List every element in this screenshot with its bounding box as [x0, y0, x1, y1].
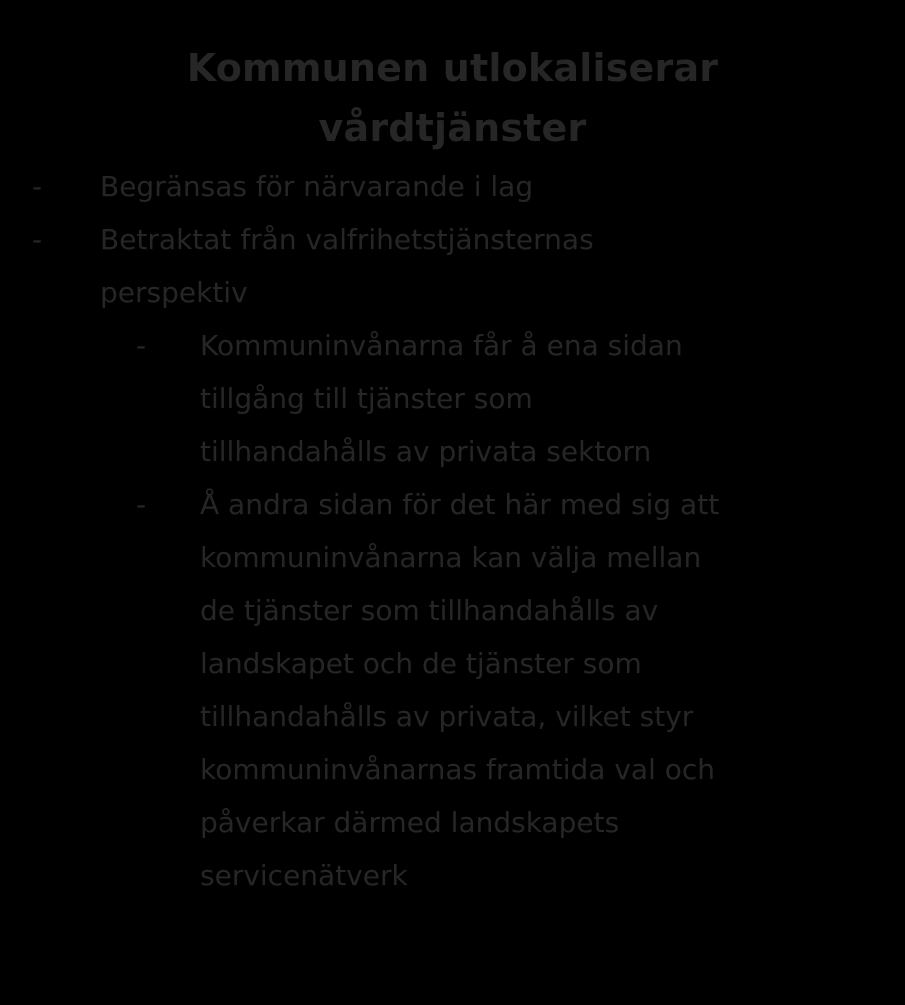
bullet-marker: - — [136, 488, 147, 521]
sub-bullet-item-1 — [32, 319, 892, 478]
bullet-text: Betraktat från valfrihetstjänsternas — [100, 223, 594, 256]
bullet-text: kommuninvånarnas framtida val och — [200, 753, 716, 786]
bullet-list — [32, 160, 892, 902]
bullet-marker: - — [136, 329, 147, 362]
bullet-text: tillhandahålls av privata sektorn — [200, 435, 652, 468]
bullet-text: perspektiv — [100, 276, 248, 309]
bullet-text: tillgång till tjänster som — [200, 382, 533, 415]
bullet-text: Å andra sidan för det här med sig att — [200, 488, 720, 521]
bullet-item-1 — [32, 160, 892, 213]
bullet-text: servicenätverk — [200, 859, 408, 892]
bullet-item-2 — [32, 213, 892, 319]
slide-title — [0, 38, 905, 158]
bullet-text: landskapet och de tjänster som — [200, 647, 642, 680]
bullet-text: påverkar därmed landskapets — [200, 806, 620, 839]
bullet-marker: - — [32, 223, 43, 256]
slide-title-line-1: Kommunen utlokaliserar — [186, 46, 719, 90]
bullet-text: kommuninvånarna kan välja mellan — [200, 541, 702, 574]
slide-title-line-2: vårdtjänster — [318, 106, 587, 150]
bullet-text: de tjänster som tillhandahålls av — [200, 594, 659, 627]
bullet-marker: - — [32, 170, 43, 203]
sub-bullet-item-2 — [32, 478, 892, 902]
bullet-text: Kommuninvånarna får å ena sidan — [200, 329, 683, 362]
bullet-text: Begränsas för närvarande i lag — [100, 170, 534, 203]
bullet-text: tillhandahålls av privata, vilket styr — [200, 700, 694, 733]
